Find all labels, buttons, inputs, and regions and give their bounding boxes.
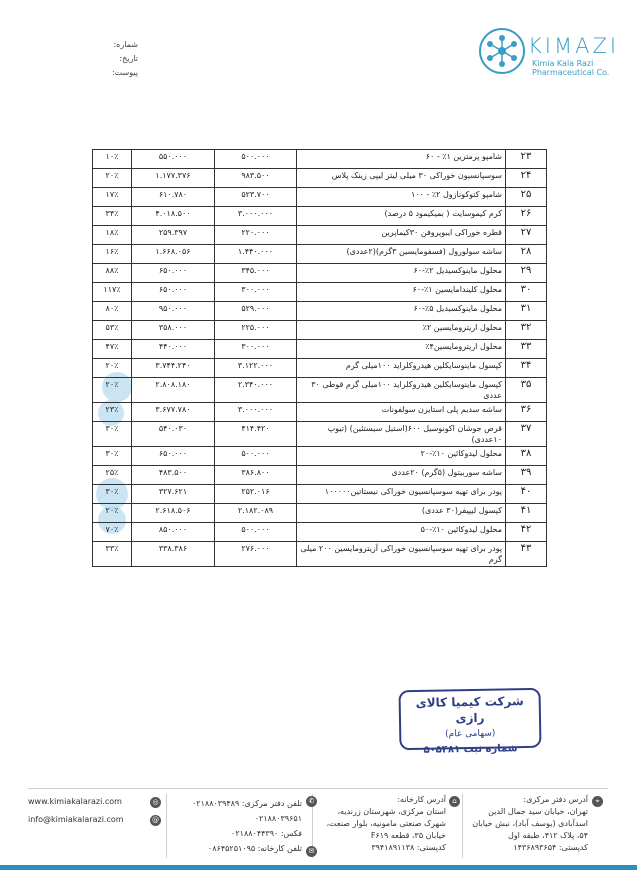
- factory-address-line: استان مرکزی، شهرستان زرندیه،: [337, 807, 446, 816]
- table-row: [93, 422, 547, 447]
- office-address-line: اسدآبادی (یوسف آباد)، نبش خیابان: [472, 819, 588, 828]
- mail-icon: @: [152, 816, 159, 824]
- product-name-cell: محلول لیدوکائین ۱۰٪-۲۰: [297, 447, 506, 466]
- factory-address-line: آدرس کارخانه:: [397, 795, 446, 804]
- table-row: [93, 302, 547, 321]
- row-number-cell: ۳۸: [506, 447, 547, 466]
- row-number-cell: ۲۴: [506, 169, 547, 188]
- percent-cell: ۱۸٪: [93, 226, 132, 245]
- row-number-cell: ۲۷: [506, 226, 547, 245]
- row-number-cell: ۴۰: [506, 485, 547, 504]
- base-price-cell: ۵۰۰.۰۰۰: [215, 523, 297, 542]
- percent-cell: ۵۳٪: [93, 321, 132, 340]
- company-logo-icon: [478, 27, 526, 75]
- new-price-cell: ۴۸۳.۵۰۰: [132, 466, 215, 485]
- office-address-line: تهران، خیابان سید جمال الدین: [488, 807, 588, 816]
- letter-meta-labels: [92, 38, 138, 80]
- product-name-cell: محلول اریترومایسین ۲٪: [297, 321, 506, 340]
- footer-accent-bar: [0, 865, 637, 870]
- number-label: شماره:: [113, 40, 138, 49]
- new-price-cell: ۳۵۸.۰۰۰: [132, 321, 215, 340]
- table-row: [93, 169, 547, 188]
- row-number-cell: ۳۱: [506, 302, 547, 321]
- table-row: [93, 188, 547, 207]
- new-price-cell: ۳۲۷.۶۲۱: [132, 485, 215, 504]
- row-number-cell: ۴۲: [506, 523, 547, 542]
- table-row: [93, 226, 547, 245]
- product-name-cell: قطره خوراکی ایبوپروفن ۳۰کیماپرین: [297, 226, 506, 245]
- product-name-cell: پودر برای تهیه سوسپانسیون خوراکی آزیترومایسین ۲۰۰ میلی گرم: [297, 542, 506, 567]
- office-address-line: آدرس دفتر مرکزی:: [523, 795, 588, 804]
- price-table-body: [93, 150, 547, 567]
- percent-cell: ۳۰٪: [93, 422, 132, 447]
- phone-numbers: [170, 796, 302, 856]
- percent-cell: ۳۳٪: [93, 542, 132, 567]
- row-number-cell: ۲۹: [506, 264, 547, 283]
- new-price-cell: ۲۵۹.۳۹۷: [132, 226, 215, 245]
- new-price-cell: ۹۵۰.۰۰۰: [132, 302, 215, 321]
- product-name-cell: کپسول ماینوسایکلین هیدروکلراید ۱۰۰میلی گرم قوطی ۳۰ عددی: [297, 378, 506, 403]
- base-price-cell: ۴۱۴.۴۲۰: [215, 422, 297, 447]
- footer-divider: [28, 788, 608, 789]
- base-price-cell: ۵۰۰.۰۰۰: [215, 150, 297, 169]
- base-price-cell: ۳۰۰.۰۰۰: [215, 340, 297, 359]
- product-name-cell: محلول کلیندامایسین ۱٪-۶۰: [297, 283, 506, 302]
- base-price-cell: ۱.۴۴۰.۰۰۰: [215, 245, 297, 264]
- factory-phone: تلفن کارخانه: ۰۸۶۴۵۲۵۱۰۹۵: [207, 844, 302, 853]
- row-number-cell: ۴۱: [506, 504, 547, 523]
- new-price-cell: ۶۵۰.۰۰۰: [132, 447, 215, 466]
- table-row: [93, 485, 547, 504]
- office-phone-2: ۰۲۱۸۸۰۳۹۶۵۱: [254, 814, 302, 823]
- row-number-cell: ۳۰: [506, 283, 547, 302]
- percent-cell: ۸۸٪: [93, 264, 132, 283]
- new-price-cell: ۸۵۰.۰۰۰: [132, 523, 215, 542]
- row-number-cell: ۲۵: [506, 188, 547, 207]
- stamp-company-name: شرکت کیمیا کالای رازی: [415, 694, 524, 726]
- footer-separator: [166, 794, 167, 858]
- table-row: [93, 264, 547, 283]
- base-price-cell: ۲.۳۴۰.۰۰۰: [215, 378, 297, 403]
- base-price-cell: ۲۷۶.۰۰۰: [215, 542, 297, 567]
- date-label: تاریخ:: [119, 54, 138, 63]
- row-number-cell: ۳۵: [506, 378, 547, 403]
- globe-icon: ◎: [150, 797, 161, 808]
- base-price-cell: ۲۲۵.۰۰۰: [215, 321, 297, 340]
- table-row: [93, 378, 547, 403]
- base-price-cell: ۵۲۹.۰۰۰: [215, 302, 297, 321]
- new-price-cell: ۱.۶۶۸.۰۵۶: [132, 245, 215, 264]
- table-row: [93, 321, 547, 340]
- row-number-cell: ۳۹: [506, 466, 547, 485]
- stamp-registration: شماره ثبت ۵۰۵۴۸۱: [423, 743, 518, 756]
- factory-icon: ⌂: [449, 796, 460, 807]
- table-row: [93, 207, 547, 226]
- table-row: [93, 403, 547, 422]
- percent-cell: ۲۵٪: [93, 466, 132, 485]
- base-price-cell: ۳۸۶.۸۰۰: [215, 466, 297, 485]
- location-icon: ⌖: [592, 796, 603, 807]
- office-address: [468, 794, 588, 854]
- percent-cell: ۴۷٪: [93, 340, 132, 359]
- base-price-cell: ۳۰۰.۰۰۰: [215, 283, 297, 302]
- row-number-cell: ۲۸: [506, 245, 547, 264]
- logo-company-type: Pharmaceutical Co.: [532, 68, 610, 77]
- percent-cell: ۲۰٪: [93, 504, 132, 523]
- factory-address-line: خیابان ۳۵، قطعه F۶۱۹: [370, 831, 446, 840]
- table-row: [93, 523, 547, 542]
- base-price-cell: ۲۲۰.۰۰۰: [215, 226, 297, 245]
- row-number-cell: ۲۶: [506, 207, 547, 226]
- table-row: [93, 447, 547, 466]
- new-price-cell: ۳.۶۷۷.۷۸۰: [132, 403, 215, 422]
- product-name-cell: محلول ماینوکسیدیل ۵٪-۶۰: [297, 302, 506, 321]
- product-name-cell: شامپو کتوکونازول ۲٪ - ۱۰۰: [297, 188, 506, 207]
- footer-separator: [462, 794, 463, 858]
- company-stamp: [398, 688, 541, 756]
- product-name-cell: ساشه سوربیتول (۵گرم) ۲۰عددی: [297, 466, 506, 485]
- base-price-cell: ۳.۰۰۰.۰۰۰: [215, 207, 297, 226]
- price-table: [92, 149, 547, 567]
- product-name-cell: محلول ماینوکسیدیل ۲٪-۶۰: [297, 264, 506, 283]
- percent-cell: ۲۳٪: [93, 403, 132, 422]
- product-name-cell: کپسول ماینوسایکلین هیدروکلراید ۱۰۰میلی گرم: [297, 359, 506, 378]
- table-row: [93, 504, 547, 523]
- base-price-cell: ۲.۱۸۲.۰۸۹: [215, 504, 297, 523]
- new-price-cell: ۶۱۰.۷۸۰: [132, 188, 215, 207]
- percent-cell: ۲۰٪: [93, 169, 132, 188]
- new-price-cell: ۶۵۰.۰۰۰: [132, 264, 215, 283]
- percent-cell: ۱۷٪: [93, 188, 132, 207]
- table-row: [93, 542, 547, 567]
- office-phone: تلفن دفتر مرکزی: ۰۲۱۸۸۰۳۹۴۸۹: [192, 799, 302, 808]
- product-name-cell: کپسول لیپیفر(۳۰ عددی): [297, 504, 506, 523]
- row-number-cell: ۳۷: [506, 422, 547, 447]
- new-price-cell: ۵۵۰.۰۰۰: [132, 150, 215, 169]
- base-price-cell: ۳.۱۲۲.۰۰۰: [215, 359, 297, 378]
- new-price-cell: ۳.۷۴۴.۲۴۰: [132, 359, 215, 378]
- base-price-cell: ۵۲۳.۷۰۰: [215, 188, 297, 207]
- row-number-cell: ۳۳: [506, 340, 547, 359]
- product-name-cell: شامپو پرمترین ۱٪ - ۶۰: [297, 150, 506, 169]
- new-price-cell: ۴.۰۱۸.۵۰۰: [132, 207, 215, 226]
- website-link[interactable]: www.kimiakalarazi.com: [28, 797, 122, 806]
- fax-number: فکس: ۰۲۱۸۸۰۴۴۳۹۰: [231, 829, 302, 838]
- base-price-cell: ۵۰۰.۰۰۰: [215, 447, 297, 466]
- percent-cell: ۳۰٪: [93, 447, 132, 466]
- product-name-cell: قرص جوشان اکونوسیل ۶۰۰(استیل سیستئین) (تیوپ ۱۰عددی): [297, 422, 506, 447]
- attachment-label: پیوست:: [111, 68, 138, 77]
- percent-cell: ۱۱۷٪: [93, 283, 132, 302]
- fax-icon: ✉: [306, 846, 317, 857]
- product-name-cell: ساشه سولورول (فسفومایسین ۳گرم)(۲عددی): [297, 245, 506, 264]
- percent-cell: ۱۶٪: [93, 245, 132, 264]
- base-price-cell: ۹۸۳.۵۰۰: [215, 169, 297, 188]
- table-row: [93, 245, 547, 264]
- factory-postal-code: کدپستی: ۳۹۴۱۸۹۱۱۳۸: [371, 843, 446, 852]
- stamp-company-type: (سهامی عام): [445, 728, 496, 740]
- base-price-cell: ۳.۰۰۰.۰۰۰: [215, 403, 297, 422]
- new-price-cell: ۵۴۰.۰۳۰: [132, 422, 215, 447]
- table-row: [93, 359, 547, 378]
- product-name-cell: ساشه سدیم پلی استایرن سولفونات: [297, 403, 506, 422]
- percent-cell: ۷۰٪: [93, 523, 132, 542]
- row-number-cell: ۴۳: [506, 542, 547, 567]
- table-row: [93, 340, 547, 359]
- base-price-cell: ۳۴۵.۰۰۰: [215, 264, 297, 283]
- product-name-cell: کرم کیموسایت ( بمیکیمود ۵ درصد): [297, 207, 506, 226]
- percent-cell: ۲۰٪: [93, 378, 132, 403]
- new-price-cell: ۴۴۰.۰۰۰: [132, 340, 215, 359]
- percent-cell: ۳۰٪: [93, 485, 132, 504]
- percent-cell: ۸۰٪: [93, 302, 132, 321]
- row-number-cell: ۳۶: [506, 403, 547, 422]
- row-number-cell: ۲۳: [506, 150, 547, 169]
- logo-company-name: Kimia Kala Razi: [532, 59, 594, 68]
- percent-cell: ۳۴٪: [93, 207, 132, 226]
- base-price-cell: ۲۵۲.۰۱۶: [215, 485, 297, 504]
- product-name-cell: پودر برای تهیه سوسپانسیون خوراکی نیستاتین۱۰۰۰۰۰: [297, 485, 506, 504]
- new-price-cell: ۲.۸۰۸.۱۸۰: [132, 378, 215, 403]
- product-name-cell: محلول لیدوکائین ۱۰٪-۵۰: [297, 523, 506, 542]
- logo-name: KIMAZI: [528, 34, 620, 58]
- office-address-line: ۵۴، پلاک ۴۱۲، طبقه اول: [508, 831, 588, 840]
- factory-address-line: شهرک صنعتی مامونیه، بلوار صنعت،: [326, 819, 446, 828]
- factory-address: [318, 794, 446, 854]
- table-row: [93, 466, 547, 485]
- office-postal-code: کدپستی: ۱۴۳۶۸۹۳۶۵۴: [513, 843, 588, 852]
- email-link[interactable]: info@kimiakalarazi.com: [28, 815, 124, 824]
- row-number-cell: ۳۴: [506, 359, 547, 378]
- product-name-cell: سوسپانسیون خوراکی ۳۰ میلی لیتر لیپی زینک پلاس: [297, 169, 506, 188]
- table-row: [93, 150, 547, 169]
- new-price-cell: ۶۵۰.۰۰۰: [132, 283, 215, 302]
- new-price-cell: ۲.۶۱۸.۵۰۶: [132, 504, 215, 523]
- table-row: [93, 283, 547, 302]
- phone-icon: ✆: [306, 796, 317, 807]
- product-name-cell: محلول اریترومایسین۴٪: [297, 340, 506, 359]
- percent-cell: ۱۰٪: [93, 150, 132, 169]
- new-price-cell: ۳۳۸.۳۸۶: [132, 542, 215, 567]
- new-price-cell: ۱.۱۷۷.۳۷۶: [132, 169, 215, 188]
- percent-cell: ۲۰٪: [93, 359, 132, 378]
- row-number-cell: ۳۲: [506, 321, 547, 340]
